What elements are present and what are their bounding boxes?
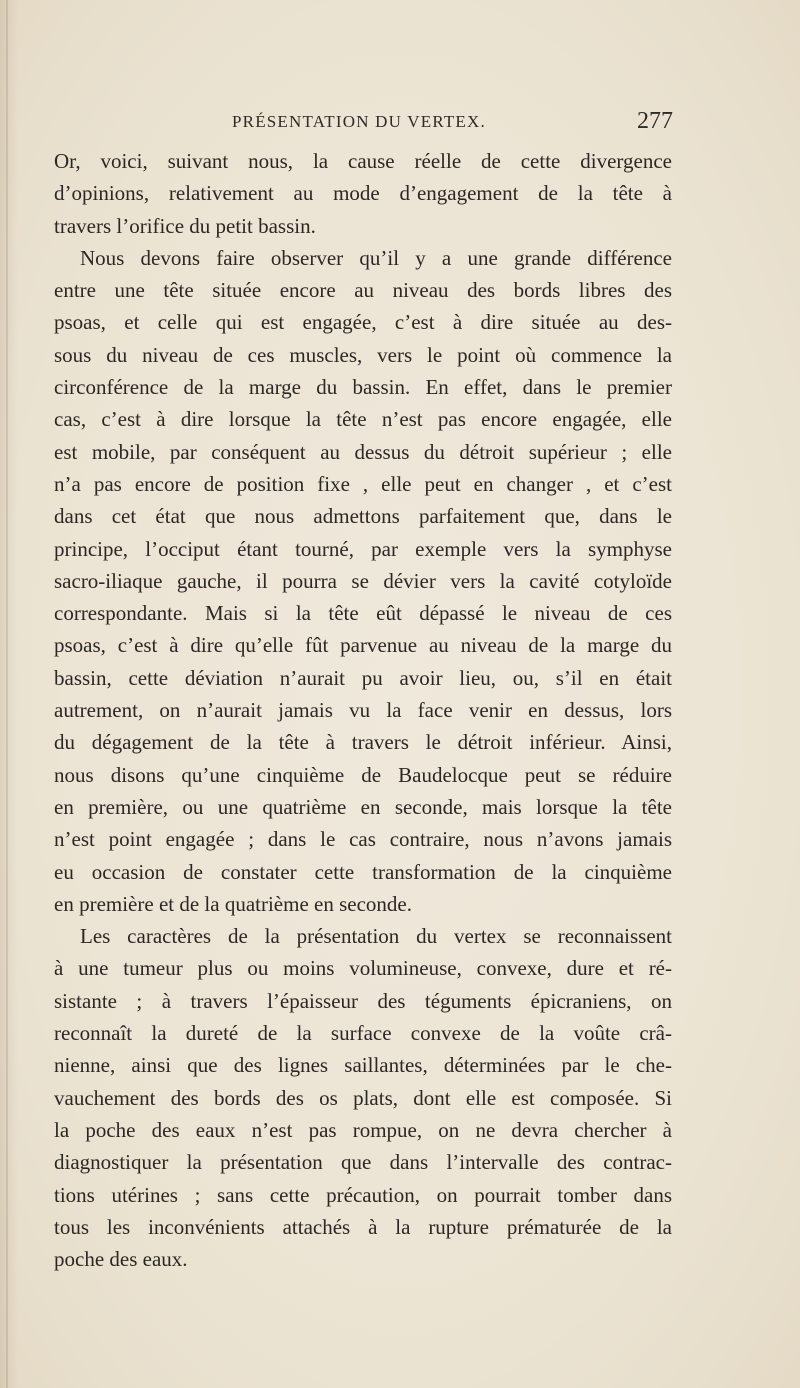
text-line: tions utérines ; sans cette précaution, on pourrait tomber dans (54, 1182, 672, 1207)
text-line: en première, ou une quatrième en seconde, mais lorsque la tête (54, 794, 672, 819)
running-title: PRÉSENTATION DU VERTEX. (232, 112, 486, 131)
text-line: sous du niveau de ces muscles, vers le point où commence la (54, 342, 672, 367)
text-line: entre une tête située encore au niveau des bords libres des (54, 278, 672, 303)
text-line: d’opinions, relativement au mode d’engagement de la tête à (54, 181, 672, 206)
text-line: sistante ; à travers l’épaisseur des téguments épicraniens, on (54, 988, 672, 1013)
text-line: correspondante. Mais si la tête eût dépassé le niveau de ces (54, 601, 672, 626)
body-text (54, 145, 672, 1275)
text-line: eu occasion de constater cette transformation de la cinquième (54, 859, 672, 884)
text-line: psoas, et celle qui est engagée, c’est à dire située au des- (54, 310, 672, 335)
page-number: 277 (637, 108, 673, 134)
text-line: tous les inconvénients attachés à la rupture prématurée de la (54, 1214, 672, 1239)
text-line: Les caractères de la présentation du vertex se reconnaissent (80, 924, 672, 949)
text-line: vauchement des bords des os plats, dont elle est composée. Si (54, 1085, 672, 1110)
text-line: n’est point engagée ; dans le cas contraire, nous n’avons jamais (54, 827, 672, 852)
text-line: reconnaît la dureté de la surface convexe de la voûte crâ- (54, 1021, 672, 1046)
text-line: nienne, ainsi que des lignes saillantes, déterminées par le che- (54, 1053, 672, 1078)
text-line: n’a pas encore de position fixe , elle peut en changer , et c’est (54, 471, 672, 496)
text-line: poche des eaux. (54, 1247, 188, 1272)
text-line: circonférence de la marge du bassin. En effet, dans le premier (54, 375, 672, 400)
text-line: en première et de la quatrième en seconde. (54, 891, 412, 916)
text-line: la poche des eaux n’est pas rompue, on ne devra chercher à (54, 1117, 672, 1142)
text-line: cas, c’est à dire lorsque la tête n’est pas encore engagée, elle (54, 407, 672, 432)
text-line: du dégagement de la tête à travers le détroit inférieur. Ainsi, (54, 730, 672, 755)
text-line: diagnostiquer la présentation que dans l’intervalle des contrac- (54, 1150, 672, 1175)
text-line: est mobile, par conséquent au dessus du détroit supérieur ; elle (54, 439, 672, 464)
text-line: psoas, c’est à dire qu’elle fût parvenue au niveau de la marge du (54, 633, 672, 658)
text-line: nous disons qu’une cinquième de Baudelocque peut se réduire (54, 762, 672, 787)
text-line: autrement, on n’aurait jamais vu la face venir en dessus, lors (54, 698, 672, 723)
text-line: dans cet état que nous admettons parfaitement que, dans le (54, 504, 672, 529)
text-line: travers l’orifice du petit bassin. (54, 213, 316, 238)
page-gutter-shadow (6, 0, 8, 1388)
text-line: Nous devons faire observer qu’il y a une grande différence (80, 245, 672, 270)
text-line: bassin, cette déviation n’aurait pu avoir lieu, ou, s’il en était (54, 665, 672, 690)
text-line: sacro-iliaque gauche, il pourra se dévier vers la cavité cotyloïde (54, 568, 672, 593)
running-head (0, 108, 800, 138)
text-line: à une tumeur plus ou moins volumineuse, convexe, dure et ré- (54, 956, 672, 981)
text-line: principe, l’occiput étant tourné, par exemple vers la symphyse (54, 536, 672, 561)
text-line: Or, voici, suivant nous, la cause réelle de cette divergence (54, 149, 672, 173)
